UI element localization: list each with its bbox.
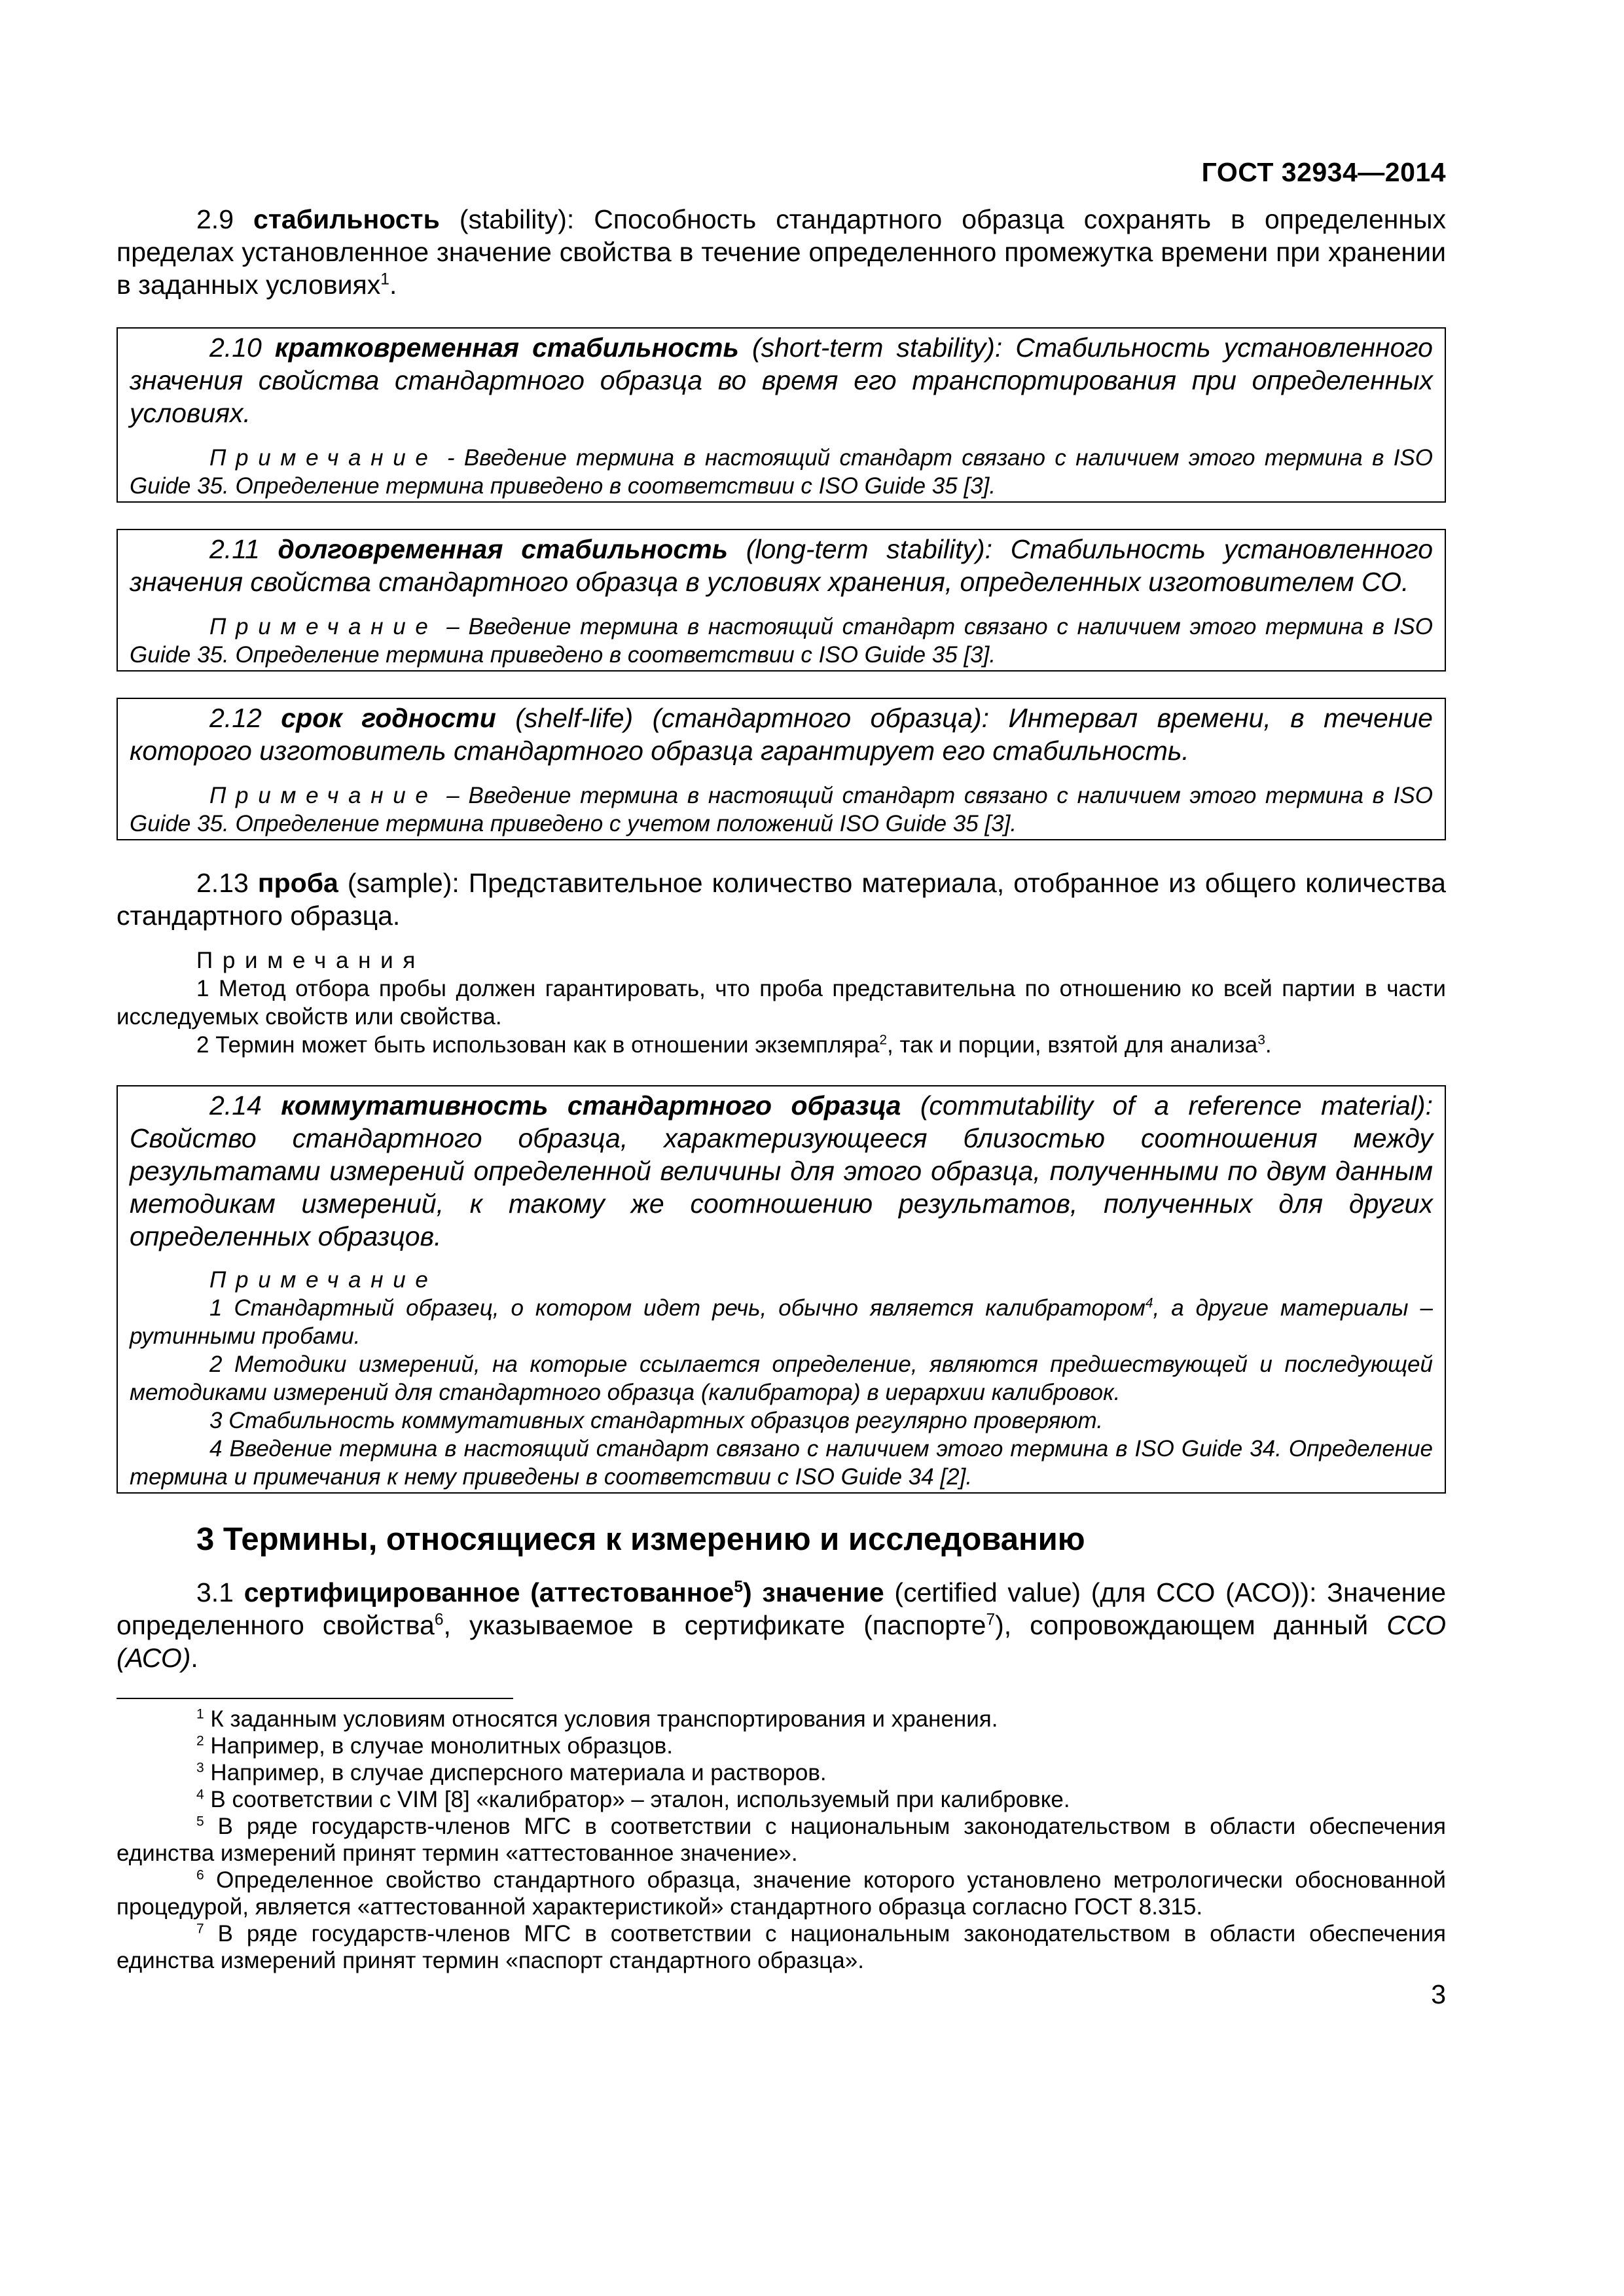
term-number: 2.11 [209, 534, 278, 564]
footnote-text: В ряде государств-членов МГС в соответствии с национальным законодательством в области обеспечения единства измерений принят термин «аттестованное значение». [117, 1814, 1446, 1866]
term-definition: (sample): Представительное количество материала, отобранное из общего количества стандартного образца. [117, 868, 1446, 931]
term-definition: (long-term stability): Стабильность установленного значения свойства стандартного образца в условиях хранения, определенных изготовителем СО. [130, 534, 1434, 597]
note-text: – Введение термина в настоящий стандарт связано с наличием этого термина в ISO Guide 35. Определение термина приведено с учетом положений ISO Guide 35 [3]. [130, 783, 1433, 836]
footnote-ref[interactable]: 1 [380, 270, 389, 289]
note-text: , а другие материалы – рутинными пробами. [130, 1295, 1434, 1349]
term-number: 2.14 [209, 1090, 281, 1121]
footnote [117, 1706, 1446, 1732]
term-2-14 [130, 1089, 1433, 1253]
term-name: проба [257, 868, 338, 898]
term-definition: (short-term stability): Стабильность установленного значения свойства стандартного образца во время его транспортирования при определенных условиях. [130, 332, 1433, 428]
note-2: 2 Методики измерений, на которые ссылается определение, являются предшествующей и последующей методиками измерений для стандартного образца (калибратора) в иерархии калибровок. [130, 1352, 1433, 1405]
term-box-2-12 [117, 698, 1446, 840]
note-label: Примечание [209, 614, 438, 639]
term-name: срок годности [281, 703, 496, 733]
note-text: , так и порции, взятой для анализа [887, 1032, 1258, 1058]
term-box-2-14 [117, 1085, 1446, 1494]
term-end: . [190, 1643, 198, 1673]
footnote-text: К заданным условиям относятся условия транспортирования и хранения. [204, 1706, 998, 1732]
footnote-number: 7 [196, 1921, 204, 1937]
term-2-13-notes [117, 946, 1446, 1059]
footnote [117, 1732, 1446, 1759]
term-3-1 [117, 1576, 1446, 1674]
note-text: – Введение термина в настоящий стандарт связано с наличием этого термина в ISO Guide 35. Определение термина приведено в соответствии с ISO Guide 35 [3]. [130, 614, 1433, 668]
term-number: 2.13 [196, 868, 258, 898]
term-box-2-10 [117, 327, 1446, 503]
footnote [117, 1759, 1446, 1786]
term-number: 2.12 [209, 703, 281, 733]
footnote-text: Определенное свойство стандартного образца, значение которого установлено метрологически обоснованной процедурой, является «аттестованной характеристикой» стандартного образца согласно ГОСТ 8.315. [117, 1867, 1446, 1920]
term-name: кратковременная стабильность [274, 332, 739, 363]
footnote-number: 6 [196, 1867, 204, 1883]
page-number: 3 [1431, 1979, 1446, 2009]
term-note [130, 613, 1433, 669]
note-text: 1 Стандартный образец, о котором идет речь, обычно является калибратором [209, 1295, 1146, 1321]
footnote-ref[interactable]: 2 [879, 1032, 888, 1048]
footnote-ref[interactable]: 3 [1257, 1032, 1265, 1048]
term-definition: (shelf-life) (стандартного образца): Интервал времени, в течение которого изготовитель стандартного образца гарантирует его стабильность. [130, 703, 1433, 766]
footnote [117, 1786, 1446, 1813]
term-number: 3.1 [196, 1577, 244, 1607]
note-2 [117, 1031, 1446, 1059]
term-name: коммутативность стандартного образца [281, 1090, 901, 1121]
footnote-number: 3 [196, 1760, 204, 1776]
footnote-text: В соответствии с VIM [8] «калибратор» – эталон, используемый при калибровке. [204, 1787, 1070, 1812]
document-code-header: ГОСТ 32934—2014 [1201, 157, 1446, 187]
term-number: 2.9 [196, 204, 254, 234]
term-2-10 [130, 331, 1433, 429]
term-end: . [389, 270, 397, 300]
term-definition: (certified value) (для ССО (АСО)): Значение определенного свойства [117, 1577, 1446, 1640]
note-label: Примечание [209, 783, 438, 808]
term-note [130, 444, 1433, 500]
term-name: сертифицированное (аттестованное [244, 1577, 734, 1607]
note-3: 3 Стабильность коммутативных стандартных образцов регулярно проверяют. [209, 1408, 1104, 1433]
footnote-text: Например, в случае дисперсного материала и растворов. [204, 1760, 827, 1785]
term-box-2-11 [117, 529, 1446, 672]
term-definition: ССО (АСО) [117, 1610, 1447, 1673]
term-definition: (commutability of a reference material): Свойство стандартного образца, характеризующееся близостью соотношения между результатами измерений определенной величины для этого образца, полученными по двум данным методикам измерений, к такому же соотношению результатов, полученных для других определенных образцов. [130, 1090, 1433, 1251]
term-note [130, 781, 1433, 838]
footnote-separator [117, 1698, 513, 1699]
note-1 [130, 1294, 1433, 1350]
footnote-ref[interactable]: 6 [434, 1611, 444, 1629]
term-2-13 [117, 867, 1446, 932]
note-label: Примечание [209, 445, 438, 471]
footnote-ref[interactable]: 7 [986, 1611, 996, 1629]
footnote-number: 1 [196, 1706, 204, 1722]
term-2-9 [117, 203, 1446, 301]
footnote-number: 4 [196, 1787, 204, 1803]
footnote [117, 1813, 1446, 1867]
term-name: стабильность [253, 204, 440, 234]
footnote-text: Например, в случае монолитных образцов. [204, 1733, 673, 1759]
footnote-ref[interactable]: 4 [1145, 1295, 1153, 1311]
note-text: . [1265, 1032, 1272, 1058]
footnote-text: В ряде государств-членов МГС в соответствии с национальным законодательством в области обеспечения единства измерений принят термин «паспорт стандартного образца». [117, 1921, 1446, 1973]
note-label: Примечание [209, 1267, 438, 1293]
notes-label: Примечания [196, 948, 425, 973]
note-1: 1 Метод отбора пробы должен гарантировать, что проба представительна по отношению ко всей партии в части исследуемых свойств или свойства. [117, 976, 1446, 1030]
footnote [117, 1867, 1446, 1920]
footnote-ref[interactable]: 5 [734, 1578, 744, 1596]
term-name: долговременная стабильность [278, 534, 728, 564]
section-heading: 3 Термины, относящиеся к измерению и исследованию [196, 1522, 1085, 1557]
footnote-number: 5 [196, 1814, 204, 1829]
term-name: ) значение [743, 1577, 884, 1607]
term-definition: , указываемое в сертификате (паспорте [443, 1610, 986, 1640]
note-text: - Введение термина в настоящий стандарт связано с наличием этого термина в ISO Guide 35. Определение термина приведено в соответствии с ISO Guide 35 [3]. [130, 445, 1433, 499]
note-4: 4 Введение термина в настоящий стандарт связано с наличием этого термина в ISO Guide 34. Определение термина и примечания к нему приведены в соответствии с ISO Guide 34 [2]. [130, 1436, 1433, 1490]
term-2-12 [130, 702, 1433, 767]
term-2-11 [130, 533, 1433, 598]
term-number: 2.10 [209, 332, 275, 363]
term-definition: ), сопровождающем данный [995, 1610, 1387, 1640]
note-text: 2 Термин может быть использован как в отношении экземпляра [196, 1032, 880, 1058]
footnote [117, 1920, 1446, 1974]
footnotes [117, 1706, 1446, 1974]
footnote-number: 2 [196, 1733, 204, 1749]
term-definition: (stability): Способность стандартного образца сохранять в определенных пределах установленное значение свойства в течение определенного промежутка времени при хранении в заданных условиях [117, 204, 1446, 300]
